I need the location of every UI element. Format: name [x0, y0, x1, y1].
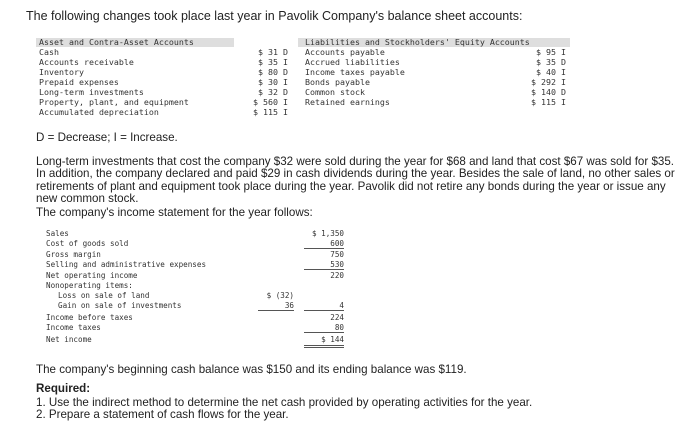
is-row-label: Net income [46, 335, 92, 344]
left-row-label: Property, plant, and equipment [39, 97, 189, 107]
left-row-label: Long-term investments [39, 87, 144, 97]
double-rule-bottom [304, 347, 344, 348]
right-row-label: Accrued liabilities [305, 57, 400, 67]
subtotal-rule [304, 310, 344, 311]
left-row-amount: $ 30 I [258, 77, 288, 87]
is-row-total: 80 [334, 323, 344, 332]
double-rule-top [304, 345, 344, 346]
balance-sheet-changes-table [36, 38, 570, 120]
subtotal-rule [304, 332, 344, 333]
is-row-label: Income before taxes [46, 313, 133, 322]
right-row-label: Accounts payable [305, 47, 385, 57]
left-header: Asset and Contra-Asset Accounts [39, 37, 194, 47]
right-row-amount: $ 140 D [531, 87, 566, 97]
left-row-label: Inventory [39, 67, 84, 77]
left-row-amount: $ 32 D [258, 87, 288, 97]
is-row-label: Selling and administrative expenses [46, 260, 207, 269]
is-row-total: $ 144 [321, 335, 344, 344]
left-row-amount: $ 560 I [253, 97, 288, 107]
is-row-total: $ 1,350 [311, 229, 344, 238]
income-statement-table [46, 229, 346, 347]
right-row-label: Bonds payable [305, 77, 370, 87]
is-row-subamount: 36 [284, 301, 294, 310]
subtotal-rule [304, 248, 344, 249]
is-row-label: Income taxes [46, 323, 101, 332]
left-row-label: Cash [39, 47, 59, 57]
required-item: 1. Use the indirect method to determine the net cash provided by operating activities for the year. [36, 396, 533, 409]
income-statement-intro: The company's income statement for the year follows: [36, 206, 313, 219]
is-row-total: 600 [330, 239, 344, 248]
left-row-label: Prepaid expenses [39, 77, 119, 87]
subtotal-rule [304, 269, 344, 270]
cash-balance-text: The company's beginning cash balance was $150 and its ending balance was $119. [36, 363, 467, 376]
is-row-label: Cost of goods sold [46, 239, 129, 248]
right-row-amount: $ 95 I [536, 47, 566, 57]
is-row-subamount: $ (32) [266, 291, 294, 300]
legend-text: D = Decrease; I = Increase. [36, 131, 178, 144]
subtotal-rule [258, 310, 294, 311]
is-row-total: 750 [330, 250, 344, 259]
right-row-amount: $ 292 I [531, 77, 566, 87]
problem-intro: The following changes took place last year in Pavolik Company's balance sheet accounts: [26, 9, 523, 23]
left-row-amount: $ 115 I [253, 107, 288, 117]
left-row-amount: $ 31 D [258, 47, 288, 57]
required-label: Required: [36, 382, 91, 395]
right-header: Liabilities and Stockholders' Equity Accounts [305, 37, 530, 47]
is-row-total: 530 [330, 260, 344, 269]
is-row-label: Net operating income [46, 271, 138, 280]
is-row-label: Gross margin [46, 250, 101, 259]
is-row-label: Gain on sale of investments [58, 301, 182, 310]
left-row-label: Accounts receivable [39, 57, 134, 67]
left-row-amount: $ 35 I [258, 57, 288, 67]
is-row-label: Sales [46, 229, 69, 238]
is-row-total: 4 [339, 301, 344, 310]
is-row-total: 224 [330, 313, 344, 322]
is-row-total: 220 [330, 271, 344, 280]
right-row-amount: $ 40 I [536, 67, 566, 77]
problem-paragraph: Long-term investments that cost the company $32 were sold during the year for $68 and land that cost $67 was sold for $35. In addition, the company declared and paid $29 in cash dividends during the year. Besides the sale of land, no other sales or retirements of plant and equipment took place during the year. Pavolik did not retire any bonds during the year or issue any new common stock. [36, 155, 675, 206]
is-row-label: Loss on sale of land [58, 291, 150, 300]
left-row-amount: $ 80 D [258, 67, 288, 77]
right-row-amount: $ 35 D [536, 57, 566, 67]
right-row-label: Common stock [305, 87, 365, 97]
required-item: 2. Prepare a statement of cash flows for the year. [36, 408, 289, 421]
left-row-label: Accumulated depreciation [39, 107, 159, 117]
is-row-label: Nonoperating items: [46, 281, 133, 290]
right-row-label: Retained earnings [305, 97, 390, 107]
right-row-amount: $ 115 I [531, 97, 566, 107]
right-row-label: Income taxes payable [305, 67, 405, 77]
